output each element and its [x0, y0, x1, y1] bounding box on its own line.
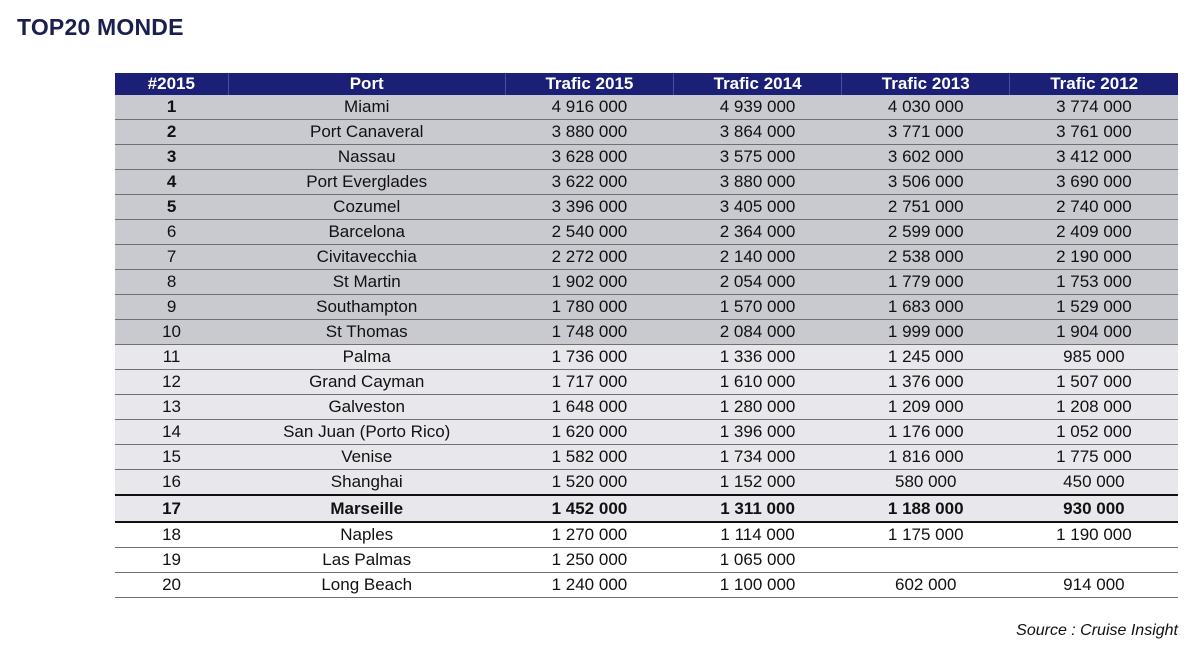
cell-rank: 12: [115, 370, 228, 395]
cell-traffic-2015: 1 620 000: [505, 420, 673, 445]
cell-traffic-2014: 1 114 000: [674, 522, 842, 548]
table-row: [115, 295, 1178, 320]
cell-traffic-2013: 4 030 000: [842, 95, 1010, 120]
page-title: TOP20 MONDE: [17, 14, 184, 40]
table-row: [115, 245, 1178, 270]
cell-traffic-2012: 1 775 000: [1010, 445, 1178, 470]
table-row: [115, 320, 1178, 345]
header-traffic-2013: Trafic 2013: [842, 73, 1010, 95]
cell-port: Port Everglades: [228, 170, 505, 195]
cell-traffic-2015: 1 736 000: [505, 345, 673, 370]
cell-rank: 2: [115, 120, 228, 145]
cell-traffic-2012: 1 507 000: [1010, 370, 1178, 395]
cell-traffic-2012: 3 690 000: [1010, 170, 1178, 195]
cell-rank: 5: [115, 195, 228, 220]
cell-traffic-2013: 1 816 000: [842, 445, 1010, 470]
cell-traffic-2012: 1 529 000: [1010, 295, 1178, 320]
cell-traffic-2013: 602 000: [842, 573, 1010, 598]
cell-traffic-2014: 1 152 000: [674, 470, 842, 496]
cell-port: Southampton: [228, 295, 505, 320]
cell-port: San Juan (Porto Rico): [228, 420, 505, 445]
cell-traffic-2014: 1 734 000: [674, 445, 842, 470]
cell-traffic-2014: 3 575 000: [674, 145, 842, 170]
cell-port: Palma: [228, 345, 505, 370]
cell-rank: 16: [115, 470, 228, 496]
cell-traffic-2013: 2 538 000: [842, 245, 1010, 270]
cell-traffic-2013: 3 602 000: [842, 145, 1010, 170]
cell-port: Marseille: [228, 495, 505, 522]
cell-traffic-2015: 1 780 000: [505, 295, 673, 320]
cell-port: Port Canaveral: [228, 120, 505, 145]
cell-traffic-2012: 2 740 000: [1010, 195, 1178, 220]
table-row: [115, 470, 1178, 496]
cell-traffic-2012: 2 409 000: [1010, 220, 1178, 245]
cell-port: Barcelona: [228, 220, 505, 245]
cell-rank: 10: [115, 320, 228, 345]
cell-traffic-2014: 1 570 000: [674, 295, 842, 320]
cell-traffic-2014: 3 405 000: [674, 195, 842, 220]
cell-traffic-2012: 3 774 000: [1010, 95, 1178, 120]
cell-traffic-2015: 3 396 000: [505, 195, 673, 220]
cell-port: St Martin: [228, 270, 505, 295]
cell-traffic-2013: 1 376 000: [842, 370, 1010, 395]
table-row: [115, 495, 1178, 522]
cell-rank: 9: [115, 295, 228, 320]
cell-rank: 15: [115, 445, 228, 470]
cell-traffic-2014: 4 939 000: [674, 95, 842, 120]
cell-traffic-2012: 1 052 000: [1010, 420, 1178, 445]
cell-port: Nassau: [228, 145, 505, 170]
cell-traffic-2013: 3 506 000: [842, 170, 1010, 195]
cell-traffic-2012: 1 190 000: [1010, 522, 1178, 548]
cell-traffic-2012: [1010, 548, 1178, 573]
table-row: [115, 145, 1178, 170]
cell-rank: 4: [115, 170, 228, 195]
cell-port: St Thomas: [228, 320, 505, 345]
cell-traffic-2013: 1 209 000: [842, 395, 1010, 420]
cell-traffic-2012: 985 000: [1010, 345, 1178, 370]
cell-traffic-2015: 1 717 000: [505, 370, 673, 395]
cell-traffic-2012: 1 208 000: [1010, 395, 1178, 420]
cell-traffic-2015: 1 902 000: [505, 270, 673, 295]
table-row: [115, 345, 1178, 370]
table-row: [115, 95, 1178, 120]
table-row: [115, 395, 1178, 420]
cell-rank: 3: [115, 145, 228, 170]
cell-traffic-2013: 2 599 000: [842, 220, 1010, 245]
cell-port: Civitavecchia: [228, 245, 505, 270]
cell-port: Las Palmas: [228, 548, 505, 573]
cell-port: Venise: [228, 445, 505, 470]
cell-traffic-2013: 1 683 000: [842, 295, 1010, 320]
cell-traffic-2012: 914 000: [1010, 573, 1178, 598]
table-row: [115, 220, 1178, 245]
cell-traffic-2014: 3 864 000: [674, 120, 842, 145]
cell-rank: 1: [115, 95, 228, 120]
cell-port: Naples: [228, 522, 505, 548]
cell-traffic-2013: 1 176 000: [842, 420, 1010, 445]
cell-traffic-2013: 580 000: [842, 470, 1010, 496]
cell-traffic-2015: 1 748 000: [505, 320, 673, 345]
cell-traffic-2012: 3 412 000: [1010, 145, 1178, 170]
cell-traffic-2014: 2 364 000: [674, 220, 842, 245]
cell-traffic-2013: 1 245 000: [842, 345, 1010, 370]
ranking-table: [115, 73, 1178, 598]
cell-traffic-2012: 930 000: [1010, 495, 1178, 522]
cell-traffic-2014: 2 054 000: [674, 270, 842, 295]
cell-traffic-2012: 2 190 000: [1010, 245, 1178, 270]
cell-port: Long Beach: [228, 573, 505, 598]
cell-port: Shanghai: [228, 470, 505, 496]
cell-rank: 8: [115, 270, 228, 295]
cell-traffic-2015: 1 452 000: [505, 495, 673, 522]
cell-traffic-2015: 3 628 000: [505, 145, 673, 170]
cell-traffic-2013: 3 771 000: [842, 120, 1010, 145]
table-row: [115, 370, 1178, 395]
cell-traffic-2014: 1 610 000: [674, 370, 842, 395]
cell-traffic-2015: 3 880 000: [505, 120, 673, 145]
cell-traffic-2015: 1 270 000: [505, 522, 673, 548]
cell-traffic-2013: 1 175 000: [842, 522, 1010, 548]
cell-port: Cozumel: [228, 195, 505, 220]
table-row: [115, 573, 1178, 598]
cell-traffic-2014: 2 140 000: [674, 245, 842, 270]
header-traffic-2012: Trafic 2012: [1010, 73, 1178, 95]
table-row: [115, 195, 1178, 220]
cell-rank: 13: [115, 395, 228, 420]
table-row: [115, 270, 1178, 295]
cell-traffic-2015: 1 250 000: [505, 548, 673, 573]
cell-traffic-2015: 1 520 000: [505, 470, 673, 496]
cell-traffic-2013: 2 751 000: [842, 195, 1010, 220]
cell-rank: 14: [115, 420, 228, 445]
cell-traffic-2014: 1 336 000: [674, 345, 842, 370]
table-row: [115, 548, 1178, 573]
cell-traffic-2012: 3 761 000: [1010, 120, 1178, 145]
cell-traffic-2013: 1 999 000: [842, 320, 1010, 345]
cell-traffic-2015: 3 622 000: [505, 170, 673, 195]
cell-traffic-2015: 1 582 000: [505, 445, 673, 470]
cell-traffic-2014: 1 065 000: [674, 548, 842, 573]
cell-traffic-2014: 1 396 000: [674, 420, 842, 445]
cell-rank: 17: [115, 495, 228, 522]
header-port: Port: [228, 73, 505, 95]
table-body: [115, 95, 1178, 598]
cell-rank: 20: [115, 573, 228, 598]
header-traffic-2014: Trafic 2014: [674, 73, 842, 95]
cell-traffic-2014: 1 280 000: [674, 395, 842, 420]
cell-traffic-2013: 1 779 000: [842, 270, 1010, 295]
cell-traffic-2015: 2 272 000: [505, 245, 673, 270]
cell-traffic-2014: 3 880 000: [674, 170, 842, 195]
cell-traffic-2015: 2 540 000: [505, 220, 673, 245]
header-traffic-2015: Trafic 2015: [505, 73, 673, 95]
table-row: [115, 445, 1178, 470]
cell-rank: 6: [115, 220, 228, 245]
cell-traffic-2012: 1 904 000: [1010, 320, 1178, 345]
source-note: Source : Cruise Insight: [1016, 622, 1178, 639]
cell-traffic-2012: 1 753 000: [1010, 270, 1178, 295]
cell-traffic-2015: 4 916 000: [505, 95, 673, 120]
cell-port: Galveston: [228, 395, 505, 420]
cell-traffic-2013: 1 188 000: [842, 495, 1010, 522]
cell-traffic-2014: 1 100 000: [674, 573, 842, 598]
cell-traffic-2014: 1 311 000: [674, 495, 842, 522]
cell-port: Grand Cayman: [228, 370, 505, 395]
cell-rank: 11: [115, 345, 228, 370]
table-row: [115, 170, 1178, 195]
cell-port: Miami: [228, 95, 505, 120]
table-header-row: [115, 73, 1178, 95]
header-rank: #2015: [115, 73, 228, 95]
table-row: [115, 120, 1178, 145]
cell-traffic-2014: 2 084 000: [674, 320, 842, 345]
cell-rank: 18: [115, 522, 228, 548]
cell-rank: 7: [115, 245, 228, 270]
table-row: [115, 522, 1178, 548]
cell-traffic-2015: 1 240 000: [505, 573, 673, 598]
table-row: [115, 420, 1178, 445]
cell-traffic-2015: 1 648 000: [505, 395, 673, 420]
cell-traffic-2012: 450 000: [1010, 470, 1178, 496]
cell-rank: 19: [115, 548, 228, 573]
cell-traffic-2013: [842, 548, 1010, 573]
